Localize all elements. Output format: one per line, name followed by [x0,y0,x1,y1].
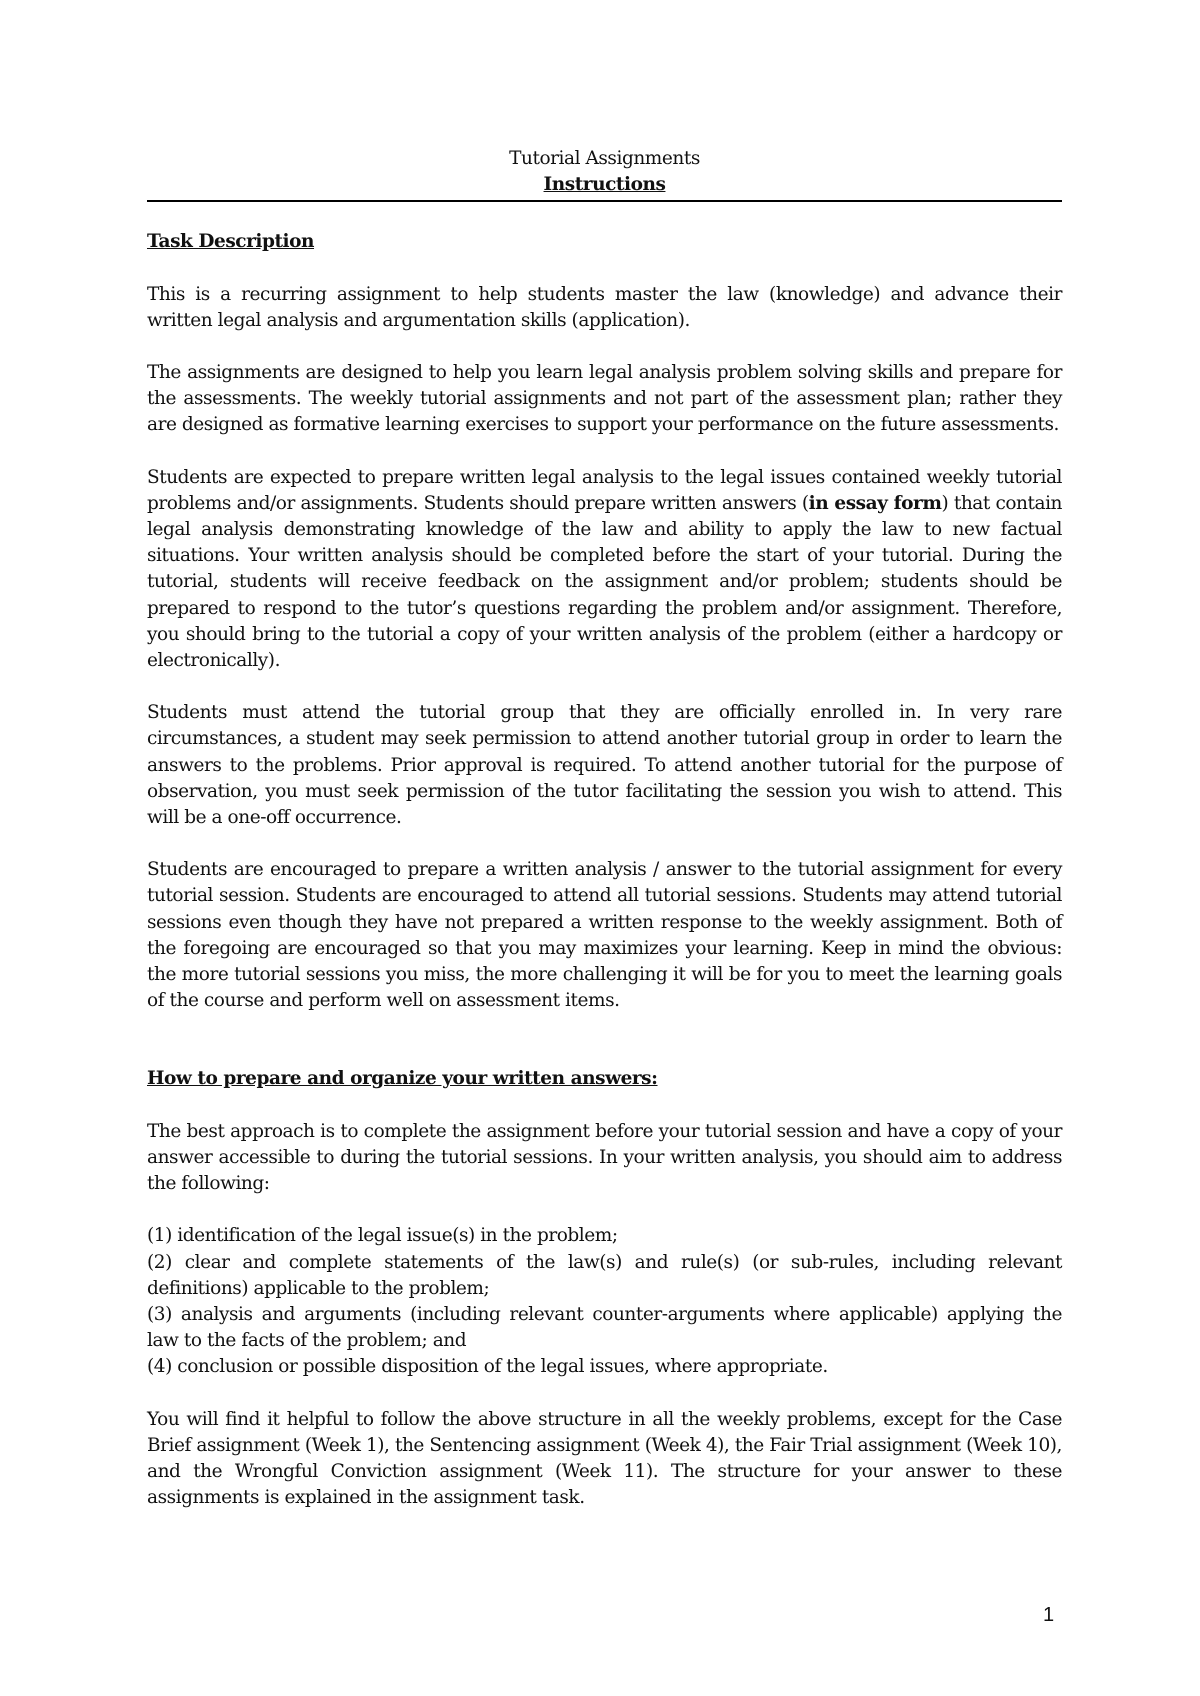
paragraph: The best approach is to complete the assignment before your tutorial session and have a copy of your answer accessible to during the tutorial sessions. In your written analysis, you should aim to address the following: [147,1120,1062,1195]
paragraph: This is a recurring assignment to help students master the law (knowledge) and advance their written legal analysis and argumentation skills (application). [147,283,1062,331]
section-heading-task-description: Task Description [147,231,315,253]
numbered-list [147,1223,1062,1380]
document-header [147,146,1062,198]
list-item: (2) clear and complete statements of the law(s) and rule(s) (or sub-rules, including relevant definitions) applicable to the problem; [147,1251,1062,1299]
paragraph-text: Students are expected to prepare written legal analysis to the legal issues contained weekly tutorial problems and/or assignments. Students should prepare written answers ( [147,466,1062,514]
section-heading-how-to-prepare: How to prepare and organize your written answers: [147,1068,658,1090]
list-item: (4) conclusion or possible disposition of the legal issues, where appropriate. [147,1356,828,1378]
paragraph [147,465,1062,675]
list-item: (1) identification of the legal issue(s) in the problem; [147,1225,618,1247]
list-item: (3) analysis and arguments (including relevant counter-arguments where applicable) applying the law to the facts of the problem; and [147,1303,1062,1352]
paragraph-text: ) that contain legal analysis demonstrating knowledge of the law and ability to apply the law to new factual situations. Your written analysis should be completed before the start of your tutorial. During the tutorial, students will receive feedback on the assignment and/or problem; students should be prepared to respond to the tutor’s questions regarding the problem and/or assignment. Therefore, you should bring to the tutorial a copy of your written analysis of the problem (either a hardcopy or electronically). [147,492,1063,672]
paragraph: The assignments are designed to help you learn legal analysis problem solving skills and prepare for the assessments. The weekly tutorial assignments and not part of the assessment plan; rather they are designed as formative learning exercises to support your performance on the future assessments. [147,362,1062,436]
header-divider [147,200,1062,202]
paragraph: You will find it helpful to follow the above structure in all the weekly problems, except for the Case Brief assignment (Week 1), the Sentencing assignment (Week 4), the Fair Trial assignment (Week 10), and the Wrongful Conviction assignment (Week 11). The structure for your answer to these assignments is explained in the assignment task. [147,1408,1062,1509]
document-subtitle: Instructions [543,174,666,196]
paragraph: Students are encouraged to prepare a written analysis / answer to the tutorial assignment for every tutorial session. Students are encouraged to attend all tutorial sessions. Students may attend tutorial sessions even though they have not prepared a written response to the weekly assignment. Both of the foregoing are encouraged so that you may maximizes your learning. Keep in mind the obvious: the more tutorial sessions you miss, the more challenging it will be for you to meet the learning goals of the course and perform well on assessment items. [147,859,1062,1012]
document-body [147,146,1062,1511]
page-number: 1 [1043,1604,1055,1626]
bold-emphasis: in essay form [808,492,942,514]
document-title: Tutorial Assignments [509,148,700,169]
paragraph: Students must attend the tutorial group that they are officially enrolled in. In very rare circumstances, a student may seek permission to attend another tutorial group in order to learn the answers to the problems. Prior approval is required. To attend another tutorial for the purpose of observation, you must seek permission of the tutor facilitating the session you wish to attend. This will be a one-off occurrence. [147,702,1062,829]
